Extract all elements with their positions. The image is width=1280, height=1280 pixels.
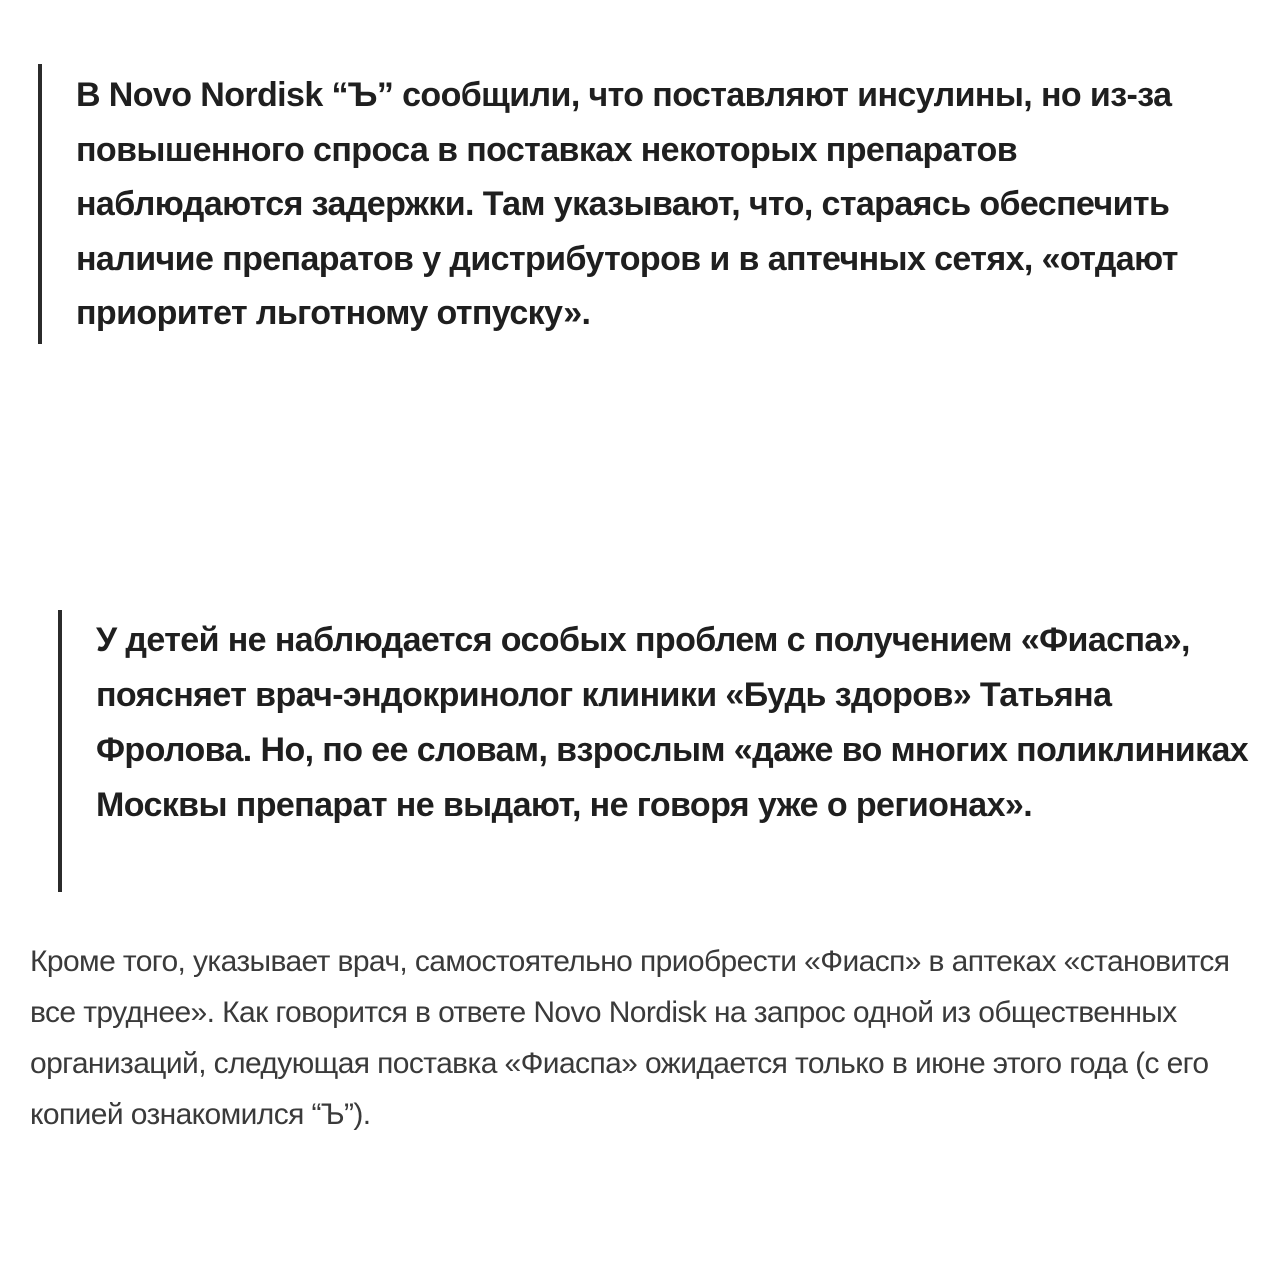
blockquote-novo-nordisk	[38, 64, 1248, 344]
quote-text: У детей не наблюдается особых проблем с получением «Фиаспа», поясняет врач-эндокринолог клиники «Будь здоров» Татьяна Фролова. Но, по ее словам, взрослым «даже во многих поликлиниках Москвы препарат не выдают, не говоря уже о регионах».	[96, 621, 1249, 824]
blockquote-doctor-frolova	[58, 610, 1263, 892]
article-paragraph: Кроме того, указывает врач, самостоятельно приобрести «Фиасп» в аптеках «становится все труднее». Как говорится в ответе Novo Nordisk на запрос одной из общественных организаций, следующая поставка «Фиаспа» ожидается только в июне этого года (с его копией ознакомился “Ъ”).	[30, 945, 1230, 1131]
quote-text: В Novo Nordisk “Ъ” сообщили, что поставляют инсулины, но из-за повышенного спроса в поставках некоторых препаратов наблюдаются задержки. Там указывают, что, стараясь обеспечить наличие препаратов у дистрибуторов и в аптечных сетях, «отдают приоритет льготному отпуску».	[76, 76, 1178, 332]
